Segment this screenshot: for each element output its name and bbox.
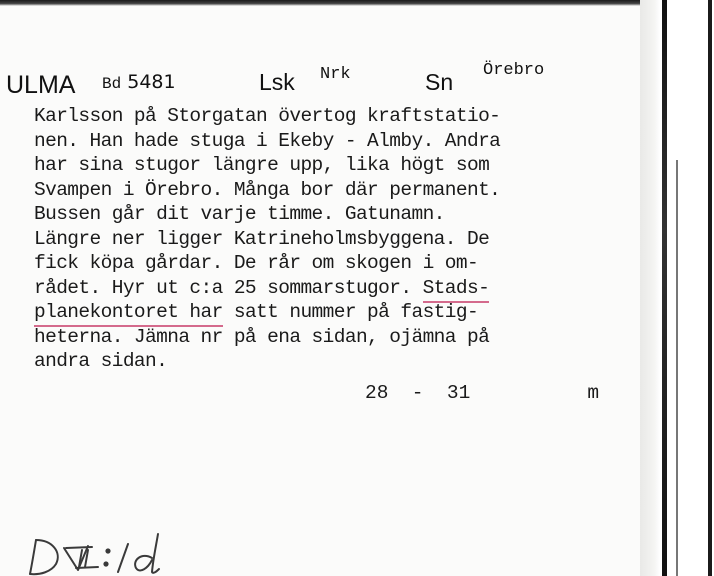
card-header (0, 60, 640, 99)
card-edge-line (662, 0, 667, 576)
volume-reference (102, 71, 176, 93)
card-body-text (34, 104, 634, 374)
card-edge-line (676, 160, 678, 576)
card-edge-line (708, 0, 712, 576)
parish-value: Örebro (483, 61, 545, 80)
handwritten-classification-code (22, 526, 172, 576)
highlighted-text: planekontoret har (34, 301, 223, 327)
volume-label: Bd (102, 75, 122, 93)
text-line: heterna. Jämna nr på ena sidan, ojämna på (34, 325, 490, 348)
text-line: har sina stugor längre upp, lika högt som (34, 154, 490, 176)
highlighted-text: Stads- (423, 277, 490, 303)
page-unit: m (587, 382, 600, 404)
scan-top-edge (0, 0, 650, 6)
text-line: andra sidan. (34, 350, 168, 372)
volume-number: 5481 (127, 71, 176, 93)
text-segment: rådet. Hyr ut c:a 25 sommarstugor. (34, 276, 423, 299)
text-line: Karlsson på Storgatan övertog kraftstatio- (34, 105, 501, 127)
province-label: Lsk (259, 69, 295, 95)
text-segment: satt nummer på fastig- (222, 301, 479, 323)
text-line: Svampen i Örebro. Många bor där permanent. (34, 178, 501, 201)
text-line: Längre ner ligger Katrineholmsbyggena. De (34, 227, 490, 250)
text-line: Bussen går dit varje timme. Gatunamn. (34, 203, 445, 225)
scan-right-edge (640, 0, 714, 576)
province-value: Nrk (320, 65, 351, 84)
parish-label: Sn (425, 69, 454, 95)
text-line (34, 300, 634, 325)
archive-name: ULMA (6, 71, 76, 99)
text-line (34, 276, 634, 301)
page-reference (365, 382, 599, 404)
text-line: fick köpa gårdar. De rår om skogen i om- (34, 252, 479, 274)
page-range: 28 - 31 (365, 382, 471, 404)
text-line: nen. Han hade stuga i Ekeby - Almby. Andra (34, 129, 501, 152)
